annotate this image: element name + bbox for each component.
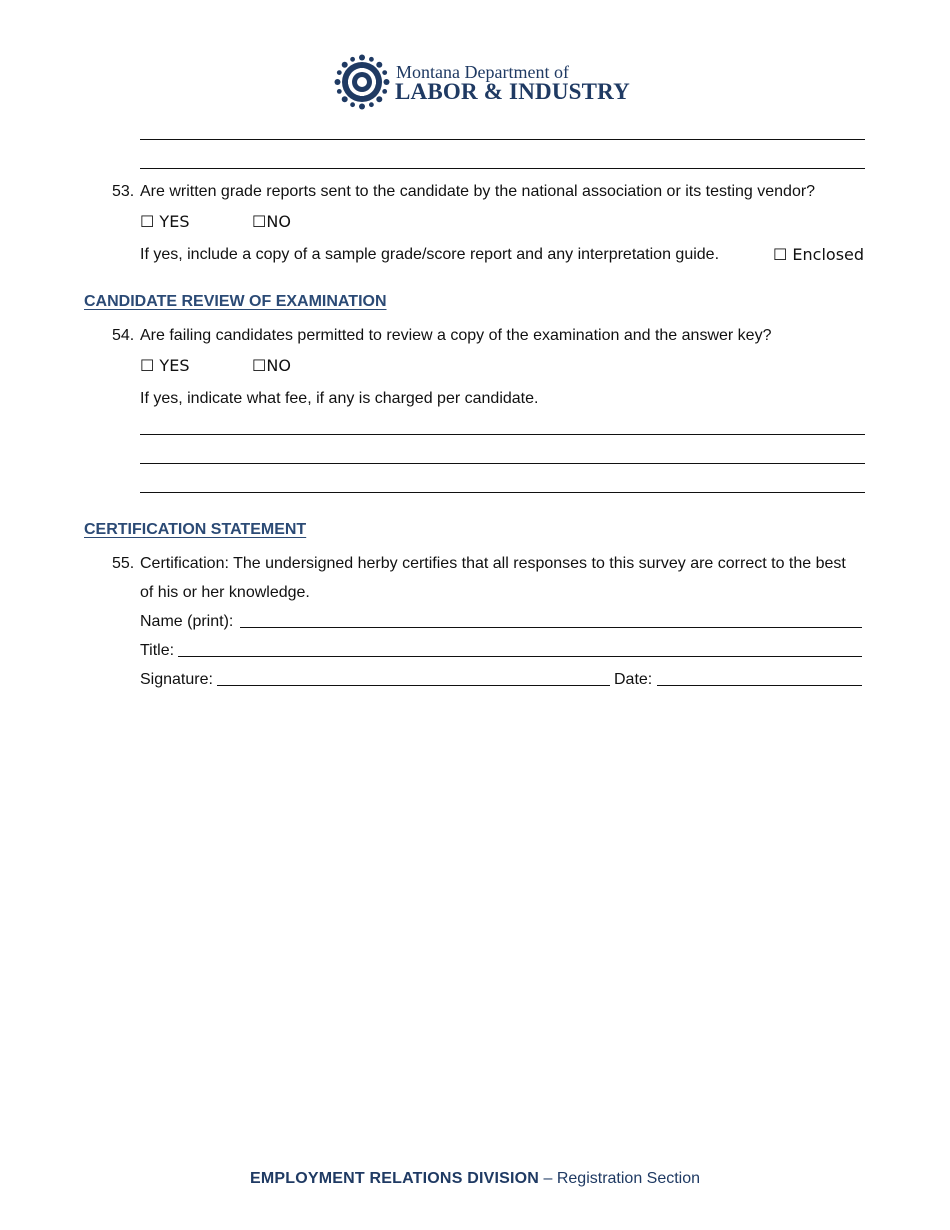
- gear-emblem-icon: [334, 54, 390, 110]
- q53-number: 53.: [112, 183, 135, 200]
- title-field[interactable]: [178, 656, 862, 657]
- q55-statement-line2: of his or her knowledge.: [140, 584, 310, 601]
- q54-number: 54.: [112, 327, 135, 344]
- date-field[interactable]: [657, 685, 862, 686]
- footer-section: – Registration Section: [539, 1170, 701, 1187]
- answer-line[interactable]: [140, 139, 865, 140]
- q54-no-checkbox[interactable]: ☐NO: [252, 356, 291, 375]
- q53-instruction: If yes, include a copy of a sample grade/score report and any interpretation guide.: [140, 246, 720, 263]
- date-label: Date:: [614, 671, 653, 688]
- title-row: [140, 641, 174, 661]
- q53-no-checkbox[interactable]: ☐NO: [252, 212, 291, 231]
- section-heading-certification: CERTIFICATION STATEMENT: [84, 521, 307, 538]
- answer-line[interactable]: [140, 168, 865, 169]
- q53-enclosed-checkbox[interactable]: ☐ Enclosed: [773, 245, 865, 264]
- footer-division: EMPLOYMENT RELATIONS DIVISION: [249, 1170, 540, 1187]
- signature-label: Signature:: [140, 671, 213, 688]
- q53-question: Are written grade reports sent to the candidate by the national association or its testing vendor?: [140, 183, 816, 200]
- q54-question: Are failing candidates permitted to review a copy of the examination and the answer key?: [140, 327, 772, 344]
- name-print-row: [140, 612, 233, 632]
- q54-instruction: If yes, indicate what fee, if any is charged per candidate.: [140, 390, 539, 407]
- q53-yes-checkbox[interactable]: ☐ YES: [140, 212, 190, 231]
- answer-line[interactable]: [140, 492, 865, 493]
- answer-line[interactable]: [140, 463, 865, 464]
- name-print-label: Name (print):: [140, 613, 234, 630]
- title-label: Title:: [140, 642, 175, 659]
- answer-line[interactable]: [140, 434, 865, 435]
- page-footer: [0, 1170, 950, 1188]
- logo-line-1: Montana Department of: [396, 62, 569, 82]
- department-logo: [334, 54, 630, 112]
- q54-yes-checkbox[interactable]: ☐ YES: [140, 356, 190, 375]
- section-heading-candidate-review: CANDIDATE REVIEW OF EXAMINATION: [84, 293, 387, 310]
- q55-statement-line1: Certification: The undersigned herby certifies that all responses to this survey are correct to the best: [140, 555, 846, 572]
- name-print-field[interactable]: [240, 627, 862, 628]
- q55-number: 55.: [112, 555, 135, 572]
- logo-line-2: LABOR & INDUSTRY: [395, 79, 630, 104]
- signature-field[interactable]: [217, 685, 610, 686]
- signature-row: [140, 670, 213, 690]
